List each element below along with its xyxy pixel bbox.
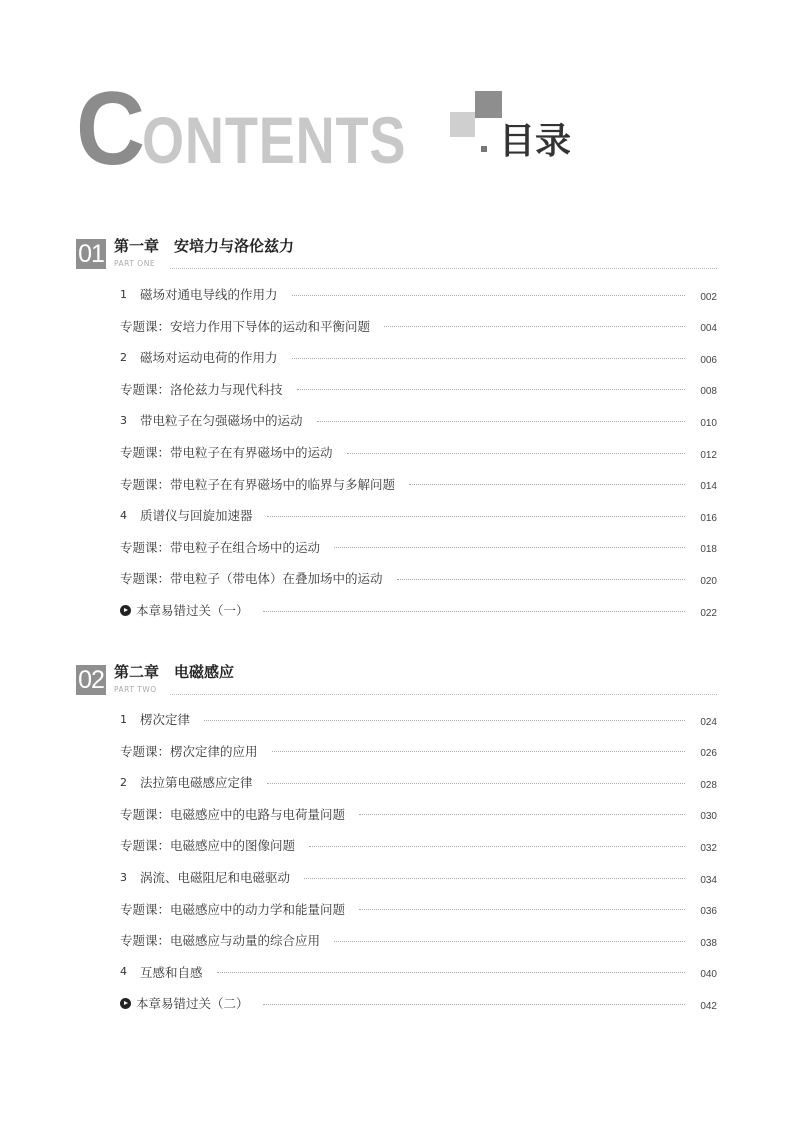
chapter-divider <box>170 694 717 695</box>
toc-entry-title: 专题课：带电粒子在组合场中的运动 <box>120 539 321 555</box>
dot-leader <box>359 909 685 910</box>
toc-entry-title: 本章易错过关（二） <box>136 996 249 1012</box>
toc-entry-number: 2 <box>120 350 127 364</box>
toc-entry-page-number: 038 <box>700 937 717 949</box>
dot-leader <box>267 516 685 517</box>
toc-entry-title: 专题课：安培力作用下导体的运动和平衡问题 <box>120 318 371 334</box>
play-bullet-icon <box>120 605 131 616</box>
dot-leader <box>317 421 685 422</box>
toc-entry[interactable] <box>120 411 717 429</box>
dot-leader <box>334 941 685 942</box>
toc-entry-title: 专题课：带电粒子在有界磁场中的运动 <box>120 445 333 460</box>
toc-entry[interactable] <box>120 773 717 791</box>
chapter-number-badge: 01 <box>76 239 106 269</box>
toc-entry-number: 3 <box>120 413 127 427</box>
toc-entry-number: 2 <box>120 775 127 789</box>
play-bullet-icon <box>120 998 131 1009</box>
chapter-part-label: PART TWO <box>114 685 157 694</box>
decorative-dot <box>481 146 487 152</box>
toc-entry-title: 带电粒子在匀强磁场中的运动 <box>140 413 303 429</box>
toc-entry[interactable] <box>120 569 717 587</box>
toc-entry-page-number: 028 <box>700 779 717 791</box>
chapter-divider <box>170 268 717 269</box>
toc-entry-page-number: 030 <box>700 811 717 823</box>
toc-entry-page-number: 042 <box>700 1000 717 1012</box>
toc-entry-title: 质谱仪与回旋加速器 <box>140 508 253 524</box>
contents-first-letter: C <box>76 71 146 187</box>
toc-entry[interactable] <box>120 836 717 854</box>
toc-entry[interactable] <box>120 443 717 461</box>
toc-entry-page-number: 032 <box>700 842 717 854</box>
toc-entry[interactable] <box>120 506 717 524</box>
decorative-square-dark <box>475 91 502 118</box>
toc-entry[interactable] <box>120 931 717 949</box>
toc-entry[interactable] <box>120 868 717 886</box>
toc-entry-number: 1 <box>120 287 127 301</box>
toc-entry-page-number: 016 <box>700 512 717 524</box>
toc-entry-page-number: 026 <box>700 748 717 760</box>
contents-rest-letters: ONTENTS <box>142 103 407 177</box>
dot-leader <box>409 484 685 485</box>
toc-entry-page-number: 036 <box>700 906 717 918</box>
toc-entry[interactable] <box>120 348 717 366</box>
toc-entry-number: 4 <box>120 965 127 979</box>
toc-entry[interactable] <box>120 805 717 823</box>
dot-leader <box>204 720 685 721</box>
dot-leader <box>304 878 685 879</box>
toc-entry[interactable] <box>120 538 717 556</box>
dot-leader <box>334 547 685 548</box>
decorative-square-light <box>450 112 475 137</box>
chapter-number-badge: 02 <box>76 665 106 695</box>
toc-entry-title: 专题课：电磁感应与动量的综合应用 <box>120 933 321 949</box>
dot-leader <box>359 814 685 815</box>
toc-entry-page-number: 014 <box>700 481 717 493</box>
toc-entry[interactable] <box>120 380 717 398</box>
dot-leader <box>347 453 685 454</box>
chapter-title: 第一章 安培力与洛伦兹力 <box>114 237 295 255</box>
toc-entry[interactable] <box>120 900 717 918</box>
toc-entry-page-number: 006 <box>700 354 717 366</box>
toc-entry-title: 本章易错过关（一） <box>136 603 249 618</box>
toc-entry-page-number: 010 <box>700 417 717 429</box>
toc-entry-page-number: 024 <box>700 716 717 728</box>
toc-entry[interactable] <box>120 317 717 335</box>
toc-entry-title: 专题课：电磁感应中的动力学和能量问题 <box>120 901 346 917</box>
toc-entry-number: 3 <box>120 870 127 884</box>
toc-entry-page-number: 008 <box>700 386 717 398</box>
toc-entry[interactable] <box>120 710 717 728</box>
toc-entry[interactable] <box>120 994 717 1012</box>
toc-entry[interactable] <box>120 742 717 760</box>
toc-entry-number: 4 <box>120 508 127 522</box>
toc-entry-title: 楞次定律 <box>140 712 191 727</box>
toc-entry-title: 互感和自感 <box>140 964 203 980</box>
dot-leader <box>292 358 685 359</box>
toc-entry-page-number: 018 <box>700 544 717 556</box>
toc-entry-page-number: 040 <box>700 969 717 981</box>
contents-header <box>76 71 596 187</box>
toc-entry-title: 专题课：洛伦兹力与现代科技 <box>120 381 283 397</box>
dot-leader <box>292 295 685 296</box>
dot-leader <box>309 846 685 847</box>
toc-entry-title: 法拉第电磁感应定律 <box>140 775 253 791</box>
toc-entry-page-number: 022 <box>700 607 717 619</box>
dot-leader <box>263 1004 685 1005</box>
toc-entry-title: 专题课：带电粒子在有界磁场中的临界与多解问题 <box>120 476 396 492</box>
dot-leader <box>263 611 685 612</box>
toc-entry[interactable] <box>120 963 717 981</box>
toc-entry-page-number: 002 <box>700 291 717 303</box>
toc-entry-number: 1 <box>120 712 127 726</box>
toc-entry-title: 专题课：电磁感应中的图像问题 <box>120 838 296 854</box>
toc-entry[interactable] <box>120 285 717 303</box>
toc-entry-page-number: 012 <box>700 449 717 461</box>
toc-entry-title: 专题课：电磁感应中的电路与电荷量问题 <box>120 806 346 822</box>
toc-entry-title: 专题课：楞次定律的应用 <box>120 743 258 759</box>
page-title: 目录 <box>499 121 572 162</box>
dot-leader <box>267 783 685 784</box>
chapter-title: 第二章 电磁感应 <box>114 663 235 681</box>
dot-leader <box>272 751 685 752</box>
chapter-part-label: PART ONE <box>114 259 156 268</box>
toc-entry[interactable] <box>120 475 717 493</box>
dot-leader <box>397 579 685 580</box>
toc-entry-page-number: 004 <box>700 323 717 335</box>
dot-leader <box>384 326 685 327</box>
toc-entry-title: 磁场对通电导线的作用力 <box>140 287 278 302</box>
dot-leader <box>217 972 685 973</box>
toc-entry-title: 专题课：带电粒子（带电体）在叠加场中的运动 <box>120 571 383 587</box>
toc-entry-page-number: 034 <box>700 874 717 886</box>
toc-entry-title: 涡流、电磁阻尼和电磁驱动 <box>140 870 291 885</box>
toc-entry-title: 磁场对运动电荷的作用力 <box>140 350 278 366</box>
dot-leader <box>297 389 685 390</box>
toc-entry[interactable] <box>120 601 717 619</box>
toc-entry-page-number: 020 <box>700 575 717 587</box>
